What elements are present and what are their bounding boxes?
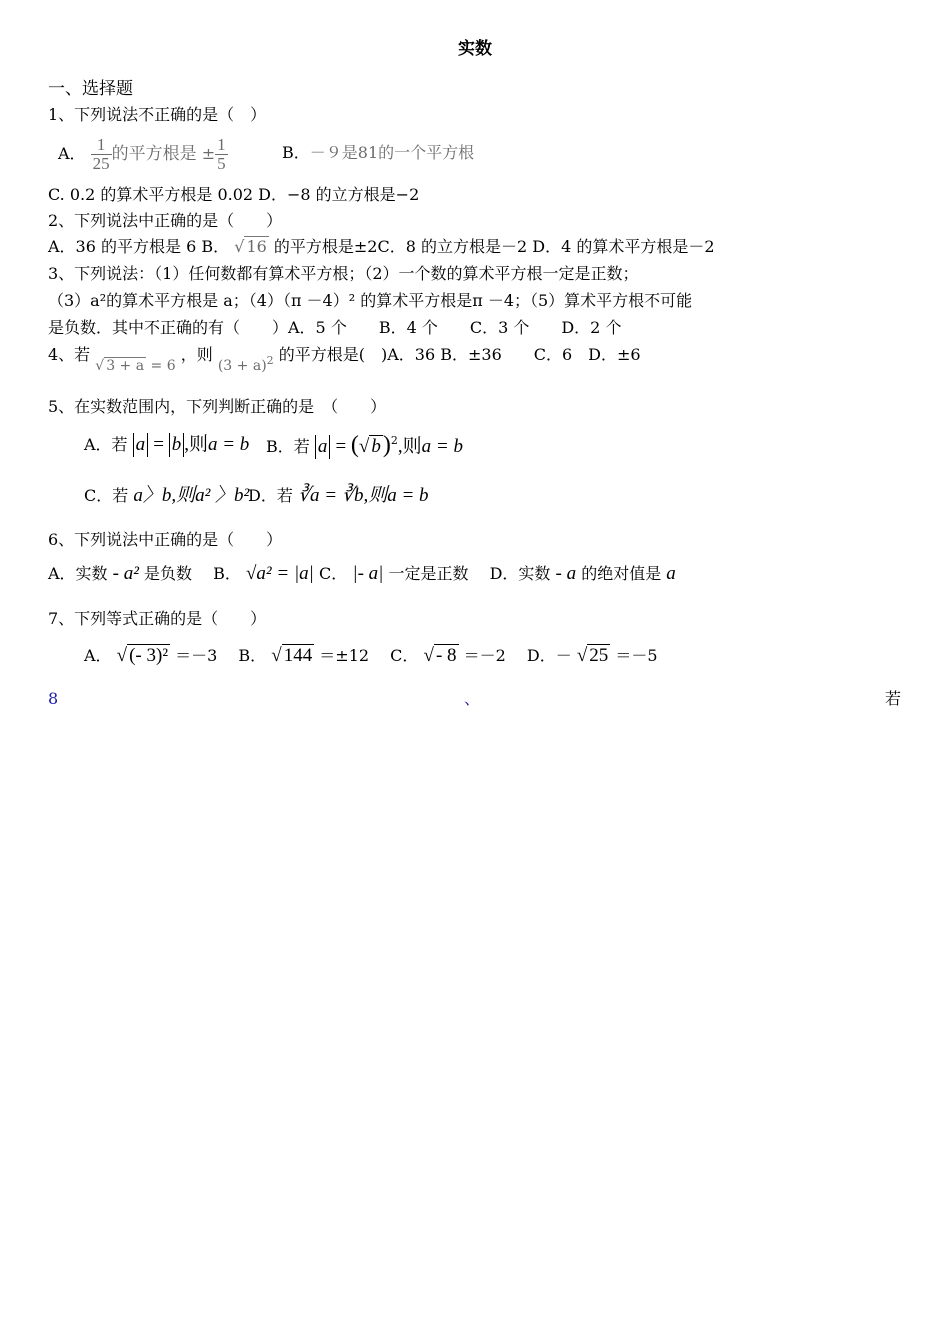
question-5-option-b: B．若 a = (√ b)$^2$,则a = b bbox=[266, 432, 463, 458]
sqrt-16: √ 16 bbox=[234, 237, 267, 256]
sqrt-neg8: √ - 8 bbox=[423, 645, 457, 666]
question-4: 4、若 √ 3 + a = 6 ，则 $(3 + a)^2$ 的平方根是( )A．36 B．±36 C．6 D．±6 bbox=[48, 345, 641, 374]
question-1-option-a bbox=[58, 133, 228, 175]
plus-minus: ± bbox=[201, 144, 216, 163]
question-1-stem: 1、下列说法不正确的是（ ） bbox=[48, 105, 267, 124]
sqrt-b: √ b bbox=[358, 436, 381, 457]
question-2-stem: 2、下列说法中正确的是（ ） bbox=[48, 211, 283, 230]
sqrt-25: √ 25 bbox=[576, 645, 609, 666]
fraction-1-25: $\frac{1}{25}$ bbox=[92, 135, 110, 173]
sqrt-144: √ 144 bbox=[271, 645, 313, 666]
fraction-1-5: $\frac{1}{5}$ bbox=[217, 135, 226, 173]
sqrt-neg3-squared: √ (- 3)² bbox=[116, 645, 169, 666]
section-heading: 一、选择题 bbox=[48, 79, 133, 99]
question-1-option-b: B．－９是81的一个平方根 bbox=[282, 143, 475, 162]
question-8-text: 若 bbox=[885, 689, 902, 708]
option-a-text: 的平方根是 bbox=[111, 144, 197, 164]
question-6-stem: 6、下列说法中正确的是（ ） bbox=[48, 530, 283, 549]
question-3-line-3: 是负数．其中不正确的有（ ）A．5 个 B．4 个 C．3 个 D．2 个 bbox=[48, 318, 622, 337]
question-7-options: A． √ (- 3)² ＝－3 B． √ 144 ＝±12 C． √ - 8 ＝－2 D．－ √ 25 ＝－5 bbox=[84, 645, 658, 666]
expr-3-plus-a-squared: $(3 + a)^2$ bbox=[217, 354, 274, 374]
page-title: 实数 bbox=[458, 39, 492, 59]
sqrt-3-plus-a: √ 3 + a = 6 bbox=[95, 358, 176, 374]
abs-a: a bbox=[133, 433, 149, 457]
question-2-options: A．36 的平方根是 6 B． √ 16 的平方根是±2C．8 的立方根是－2 D．4 的算术平方根是－2 bbox=[48, 237, 715, 256]
question-5-stem: 5、在实数范围内，下列判断正确的是 （ ） bbox=[48, 397, 387, 416]
abs-b: b bbox=[169, 433, 185, 457]
question-5-option-a: A．若 a = b ,则a = b bbox=[84, 434, 250, 455]
question-8-separator: 、 bbox=[464, 689, 481, 708]
abs-a: a bbox=[315, 435, 331, 459]
question-5-option-d: D．若 ∛a = ∛b,则a = b bbox=[248, 485, 429, 506]
option-a-label: A． bbox=[58, 144, 86, 163]
question-8-number: 8 bbox=[48, 689, 59, 708]
question-3-line-2: （3）a²的算术平方根是 a；（4）（π －4）² 的算术平方根是π －4；（5）算术平方根不可能 bbox=[48, 291, 693, 310]
question-7-stem: 7、下列等式正确的是（ ） bbox=[48, 609, 267, 628]
question-3-line-1: 3、下列说法：（1）任何数都有算术平方根；（2）一个数的算术平方根一定是正数； bbox=[48, 264, 639, 283]
question-1-options-cd: C. 0.2 的算术平方根是 0.02 D．−8 的立方根是−2 bbox=[48, 185, 420, 204]
question-5-option-c: C．若 a〉b,则a² 〉b² bbox=[84, 485, 250, 506]
question-6-options: A．实数 - a² 是负数 B． √a² = |a| C． |- a| 一定是正数 D．实数 - a 的绝对值是 a bbox=[48, 563, 676, 584]
